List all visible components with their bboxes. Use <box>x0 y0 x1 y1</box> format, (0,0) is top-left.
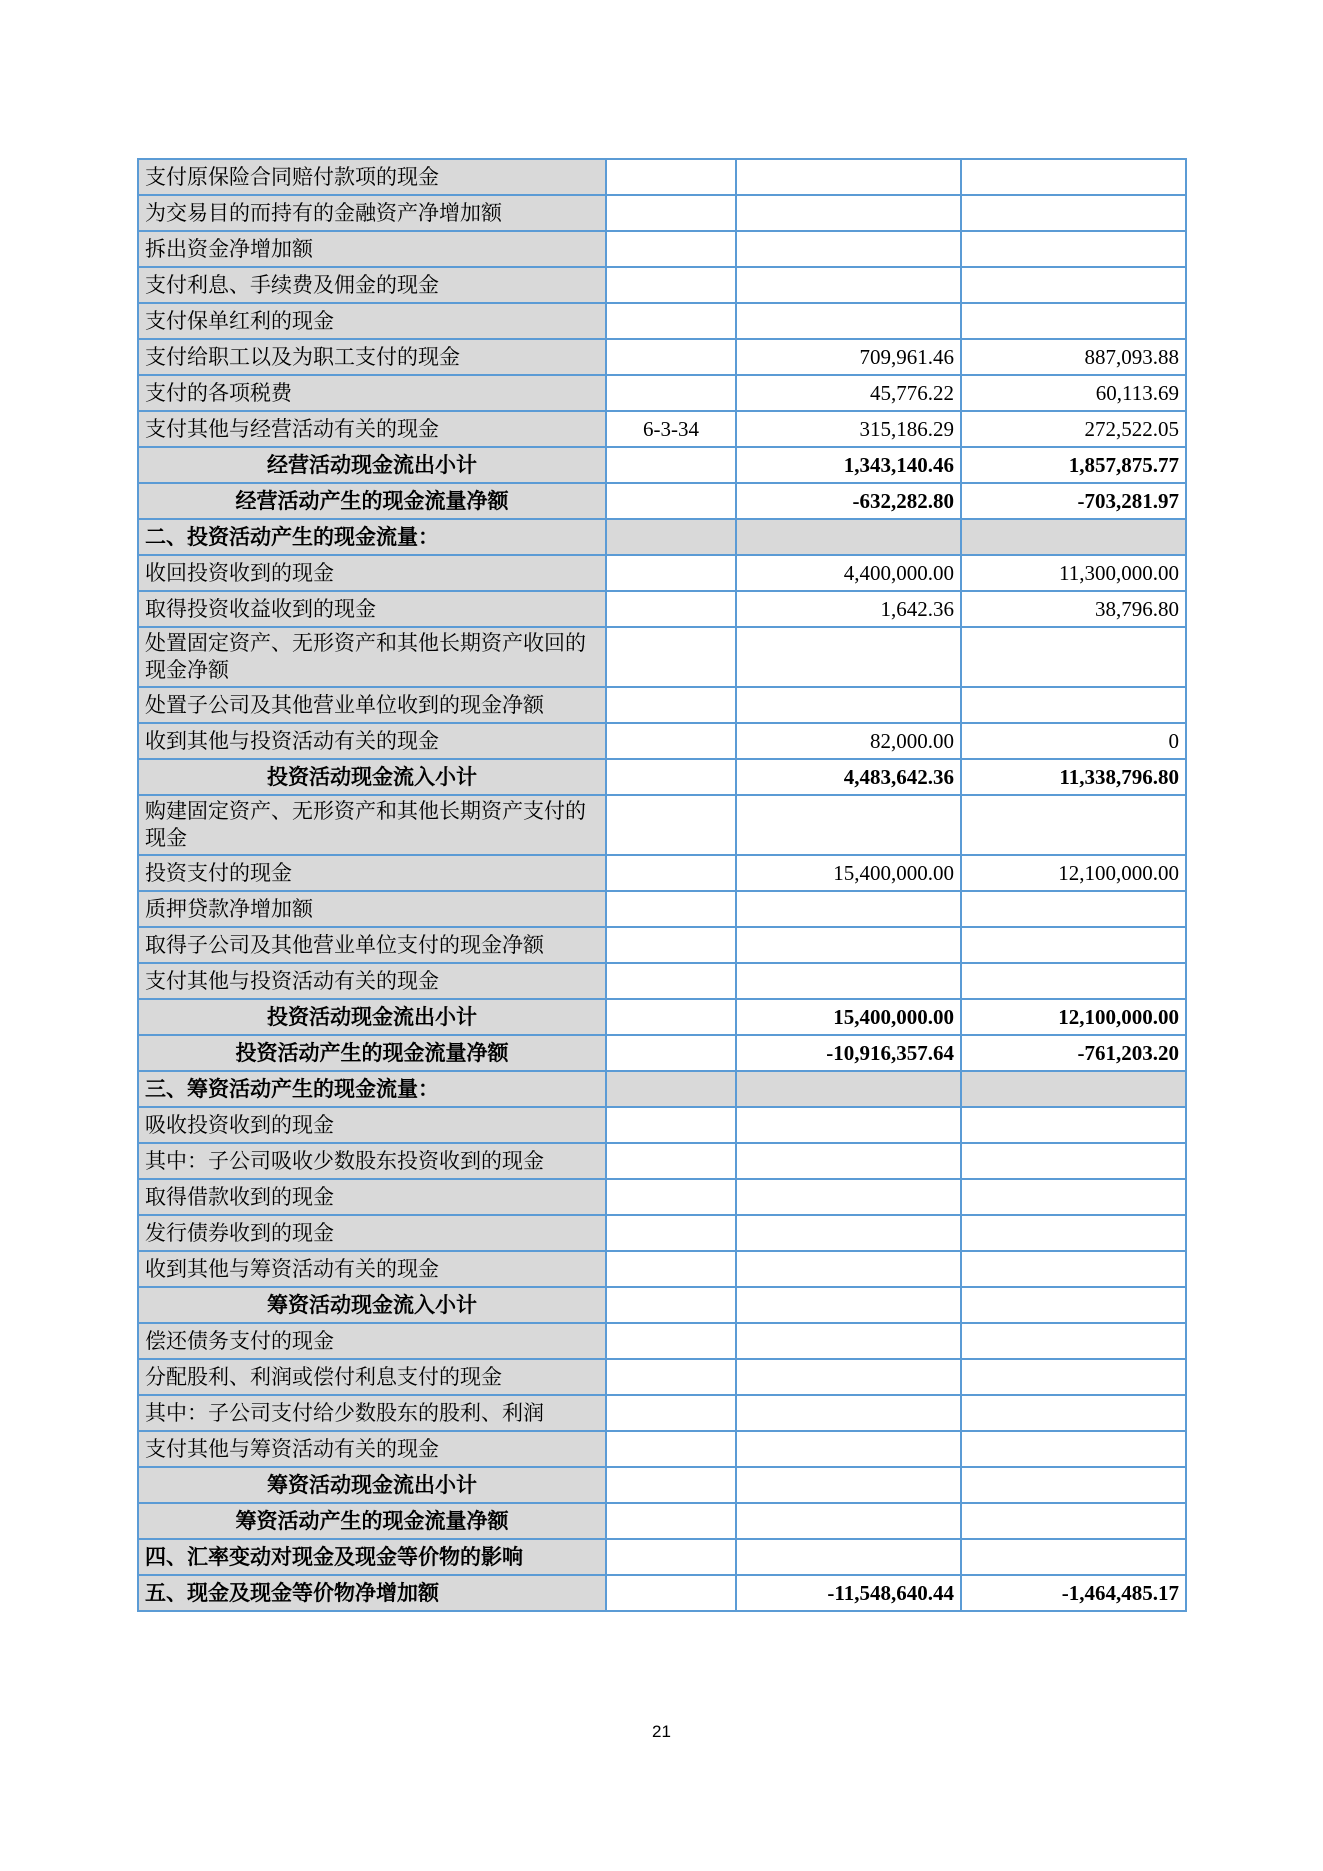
row-prior-value-cell <box>961 795 1186 855</box>
row-prior-value-cell <box>961 963 1186 999</box>
table-row <box>138 1179 1186 1215</box>
row-current-value-cell <box>736 1395 961 1431</box>
row-note-cell <box>606 339 736 375</box>
row-current-value-cell: 1,343,140.46 <box>736 447 961 483</box>
row-prior-value-cell <box>961 1539 1186 1575</box>
row-note-cell <box>606 627 736 687</box>
table-row <box>138 891 1186 927</box>
page-number: 21 <box>652 1722 671 1741</box>
table-row <box>138 1035 1186 1071</box>
table-row <box>138 1143 1186 1179</box>
table-row <box>138 855 1186 891</box>
row-label-cell: 发行债券收到的现金 <box>138 1215 606 1251</box>
row-label-cell: 处置子公司及其他营业单位收到的现金净额 <box>138 687 606 723</box>
row-prior-value-cell <box>961 927 1186 963</box>
row-current-value-cell: 15,400,000.00 <box>736 855 961 891</box>
row-note-cell <box>606 795 736 855</box>
row-prior-value-cell <box>961 231 1186 267</box>
row-current-value-cell <box>736 1359 961 1395</box>
cash-flow-statement-table <box>137 158 1187 1612</box>
row-current-value-cell: 4,483,642.36 <box>736 759 961 795</box>
table-row <box>138 411 1186 447</box>
table-row <box>138 627 1186 687</box>
table-row <box>138 1251 1186 1287</box>
row-label-cell: 二、投资活动产生的现金流量： <box>138 519 606 555</box>
row-note-cell <box>606 519 736 555</box>
row-note-cell <box>606 687 736 723</box>
row-prior-value-cell: 38,796.80 <box>961 591 1186 627</box>
table-row <box>138 999 1186 1035</box>
row-note-cell <box>606 1359 736 1395</box>
row-label-cell: 支付其他与投资活动有关的现金 <box>138 963 606 999</box>
row-label-cell: 吸收投资收到的现金 <box>138 1107 606 1143</box>
row-label-cell: 支付原保险合同赔付款项的现金 <box>138 159 606 195</box>
row-current-value-cell <box>736 687 961 723</box>
row-current-value-cell <box>736 795 961 855</box>
row-label-cell: 收到其他与投资活动有关的现金 <box>138 723 606 759</box>
row-label-cell: 投资支付的现金 <box>138 855 606 891</box>
row-note-cell <box>606 1575 736 1611</box>
row-prior-value-cell <box>961 1467 1186 1503</box>
row-note-cell <box>606 759 736 795</box>
row-note-cell: 6-3-34 <box>606 411 736 447</box>
row-note-cell <box>606 1323 736 1359</box>
table-row <box>138 1503 1186 1539</box>
row-current-value-cell <box>736 1539 961 1575</box>
row-current-value-cell <box>736 195 961 231</box>
row-prior-value-cell <box>961 1359 1186 1395</box>
table-row <box>138 1575 1186 1611</box>
row-prior-value-cell <box>961 267 1186 303</box>
table-row <box>138 1359 1186 1395</box>
table-row <box>138 687 1186 723</box>
row-prior-value-cell <box>961 195 1186 231</box>
row-prior-value-cell <box>961 1071 1186 1107</box>
row-prior-value-cell <box>961 1251 1186 1287</box>
table-row <box>138 1431 1186 1467</box>
row-current-value-cell: -10,916,357.64 <box>736 1035 961 1071</box>
row-note-cell <box>606 1539 736 1575</box>
row-note-cell <box>606 375 736 411</box>
table-row <box>138 1395 1186 1431</box>
row-current-value-cell <box>736 519 961 555</box>
table-row <box>138 963 1186 999</box>
row-label-cell: 筹资活动产生的现金流量净额 <box>138 1503 606 1539</box>
row-prior-value-cell <box>961 1503 1186 1539</box>
row-note-cell <box>606 1395 736 1431</box>
row-note-cell <box>606 891 736 927</box>
table-row <box>138 303 1186 339</box>
row-current-value-cell: 45,776.22 <box>736 375 961 411</box>
row-prior-value-cell <box>961 519 1186 555</box>
row-note-cell <box>606 231 736 267</box>
row-current-value-cell: 709,961.46 <box>736 339 961 375</box>
row-note-cell <box>606 447 736 483</box>
row-prior-value-cell: -761,203.20 <box>961 1035 1186 1071</box>
table-row <box>138 723 1186 759</box>
row-current-value-cell: 15,400,000.00 <box>736 999 961 1035</box>
row-label-cell: 质押贷款净增加额 <box>138 891 606 927</box>
table-row <box>138 447 1186 483</box>
row-current-value-cell <box>736 1179 961 1215</box>
row-label-cell: 取得借款收到的现金 <box>138 1179 606 1215</box>
row-label-cell: 支付给职工以及为职工支付的现金 <box>138 339 606 375</box>
row-current-value-cell <box>736 1143 961 1179</box>
row-note-cell <box>606 1467 736 1503</box>
row-prior-value-cell <box>961 1323 1186 1359</box>
row-label-cell: 筹资活动现金流出小计 <box>138 1467 606 1503</box>
table-row <box>138 1107 1186 1143</box>
row-current-value-cell <box>736 1107 961 1143</box>
row-current-value-cell <box>736 1323 961 1359</box>
row-current-value-cell <box>736 963 961 999</box>
row-prior-value-cell: -703,281.97 <box>961 483 1186 519</box>
row-prior-value-cell: 1,857,875.77 <box>961 447 1186 483</box>
row-label-cell: 拆出资金净增加额 <box>138 231 606 267</box>
row-label-cell: 投资活动现金流入小计 <box>138 759 606 795</box>
row-current-value-cell: 82,000.00 <box>736 723 961 759</box>
table-row <box>138 231 1186 267</box>
row-label-cell: 经营活动产生的现金流量净额 <box>138 483 606 519</box>
row-label-cell: 投资活动产生的现金流量净额 <box>138 1035 606 1071</box>
row-current-value-cell <box>736 1251 961 1287</box>
row-prior-value-cell: 11,300,000.00 <box>961 555 1186 591</box>
table-row <box>138 555 1186 591</box>
row-label-cell: 其中：子公司吸收少数股东投资收到的现金 <box>138 1143 606 1179</box>
row-note-cell <box>606 303 736 339</box>
row-current-value-cell: 4,400,000.00 <box>736 555 961 591</box>
row-label-cell: 购建固定资产、无形资产和其他长期资产支付的现金 <box>138 795 606 855</box>
table-row <box>138 267 1186 303</box>
row-note-cell <box>606 195 736 231</box>
row-prior-value-cell <box>961 159 1186 195</box>
row-label-cell: 处置固定资产、无形资产和其他长期资产收回的现金净额 <box>138 627 606 687</box>
row-label-cell: 其中：子公司支付给少数股东的股利、利润 <box>138 1395 606 1431</box>
row-note-cell <box>606 723 736 759</box>
row-current-value-cell <box>736 1071 961 1107</box>
row-label-cell: 经营活动现金流出小计 <box>138 447 606 483</box>
row-prior-value-cell: 887,093.88 <box>961 339 1186 375</box>
row-current-value-cell <box>736 927 961 963</box>
row-note-cell <box>606 1179 736 1215</box>
row-prior-value-cell: -1,464,485.17 <box>961 1575 1186 1611</box>
row-current-value-cell <box>736 267 961 303</box>
row-prior-value-cell <box>961 303 1186 339</box>
row-current-value-cell <box>736 231 961 267</box>
row-label-cell: 支付的各项税费 <box>138 375 606 411</box>
row-note-cell <box>606 267 736 303</box>
row-note-cell <box>606 555 736 591</box>
table-row <box>138 759 1186 795</box>
row-note-cell <box>606 159 736 195</box>
row-prior-value-cell <box>961 687 1186 723</box>
row-prior-value-cell <box>961 1143 1186 1179</box>
row-note-cell <box>606 1287 736 1323</box>
row-label-cell: 取得子公司及其他营业单位支付的现金净额 <box>138 927 606 963</box>
row-prior-value-cell <box>961 1215 1186 1251</box>
row-current-value-cell: 1,642.36 <box>736 591 961 627</box>
table-row <box>138 1071 1186 1107</box>
row-prior-value-cell: 12,100,000.00 <box>961 999 1186 1035</box>
row-note-cell <box>606 999 736 1035</box>
table-row <box>138 1287 1186 1323</box>
table-row <box>138 591 1186 627</box>
row-current-value-cell <box>736 1287 961 1323</box>
row-label-cell: 支付保单红利的现金 <box>138 303 606 339</box>
table-row <box>138 159 1186 195</box>
table-row <box>138 483 1186 519</box>
row-note-cell <box>606 1503 736 1539</box>
row-label-cell: 支付利息、手续费及佣金的现金 <box>138 267 606 303</box>
row-prior-value-cell: 11,338,796.80 <box>961 759 1186 795</box>
row-prior-value-cell <box>961 1287 1186 1323</box>
table-row <box>138 1323 1186 1359</box>
row-note-cell <box>606 1107 736 1143</box>
row-note-cell <box>606 1071 736 1107</box>
row-prior-value-cell <box>961 1431 1186 1467</box>
row-current-value-cell <box>736 627 961 687</box>
row-label-cell: 五、现金及现金等价物净增加额 <box>138 1575 606 1611</box>
row-current-value-cell <box>736 1467 961 1503</box>
row-note-cell <box>606 483 736 519</box>
table-row <box>138 1539 1186 1575</box>
row-label-cell: 三、筹资活动产生的现金流量： <box>138 1071 606 1107</box>
row-note-cell <box>606 1215 736 1251</box>
row-prior-value-cell: 12,100,000.00 <box>961 855 1186 891</box>
table-row <box>138 795 1186 855</box>
row-note-cell <box>606 855 736 891</box>
row-prior-value-cell <box>961 1107 1186 1143</box>
row-note-cell <box>606 927 736 963</box>
row-current-value-cell <box>736 1431 961 1467</box>
row-label-cell: 筹资活动现金流入小计 <box>138 1287 606 1323</box>
row-prior-value-cell: 0 <box>961 723 1186 759</box>
row-current-value-cell <box>736 159 961 195</box>
row-label-cell: 投资活动现金流出小计 <box>138 999 606 1035</box>
row-current-value-cell: -632,282.80 <box>736 483 961 519</box>
row-note-cell <box>606 1431 736 1467</box>
row-label-cell: 为交易目的而持有的金融资产净增加额 <box>138 195 606 231</box>
row-current-value-cell: 315,186.29 <box>736 411 961 447</box>
table-row <box>138 339 1186 375</box>
row-current-value-cell <box>736 303 961 339</box>
row-current-value-cell <box>736 1503 961 1539</box>
table-row <box>138 927 1186 963</box>
row-current-value-cell <box>736 891 961 927</box>
table-row <box>138 519 1186 555</box>
table-row <box>138 1467 1186 1503</box>
row-prior-value-cell <box>961 891 1186 927</box>
row-note-cell <box>606 963 736 999</box>
row-label-cell: 四、汇率变动对现金及现金等价物的影响 <box>138 1539 606 1575</box>
row-prior-value-cell <box>961 1179 1186 1215</box>
row-label-cell: 支付其他与筹资活动有关的现金 <box>138 1431 606 1467</box>
row-note-cell <box>606 591 736 627</box>
row-note-cell <box>606 1143 736 1179</box>
row-prior-value-cell <box>961 1395 1186 1431</box>
row-note-cell <box>606 1251 736 1287</box>
row-label-cell: 支付其他与经营活动有关的现金 <box>138 411 606 447</box>
row-current-value-cell <box>736 1215 961 1251</box>
row-current-value-cell: -11,548,640.44 <box>736 1575 961 1611</box>
table-row <box>138 1215 1186 1251</box>
row-label-cell: 分配股利、利润或偿付利息支付的现金 <box>138 1359 606 1395</box>
row-prior-value-cell <box>961 627 1186 687</box>
row-label-cell: 收到其他与筹资活动有关的现金 <box>138 1251 606 1287</box>
row-note-cell <box>606 1035 736 1071</box>
row-label-cell: 偿还债务支付的现金 <box>138 1323 606 1359</box>
row-prior-value-cell: 272,522.05 <box>961 411 1186 447</box>
row-label-cell: 取得投资收益收到的现金 <box>138 591 606 627</box>
cash-flow-table-body <box>138 159 1186 1611</box>
row-label-cell: 收回投资收到的现金 <box>138 555 606 591</box>
row-prior-value-cell: 60,113.69 <box>961 375 1186 411</box>
table-row <box>138 375 1186 411</box>
table-row <box>138 195 1186 231</box>
